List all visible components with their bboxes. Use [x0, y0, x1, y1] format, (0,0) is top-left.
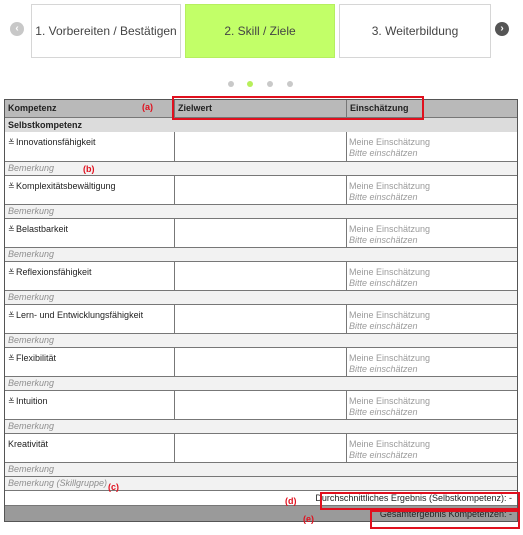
expand-chevron-icon[interactable]: ≚ [8, 268, 15, 277]
annotation-label-c: (c) [108, 482, 119, 492]
section-selbstkompetenz: Selbstkompetenz [5, 117, 517, 132]
assessment-hint: Bitte einschätzen [349, 321, 418, 331]
competence-row [5, 218, 517, 247]
expand-chevron-icon[interactable]: ≚ [8, 354, 15, 363]
expand-chevron-icon[interactable]: ≚ [8, 138, 15, 147]
competence-name-cell[interactable] [5, 176, 175, 204]
step-1-vorbereiten[interactable]: 1. Vorbereiten / Bestätigen [31, 4, 181, 58]
annotation-label-d: (d) [285, 496, 297, 506]
carousel-dot-1[interactable] [228, 81, 234, 87]
annotation-box-e [370, 510, 520, 529]
remark-field[interactable]: Bemerkung [5, 290, 517, 304]
competence-row [5, 175, 517, 204]
assessment-hint: Bitte einschätzen [349, 278, 418, 288]
header-zielwert: Zielwert [175, 100, 347, 117]
assessment-placeholder: Meine Einschätzung [349, 310, 431, 320]
assessment-hint: Bitte einschätzen [349, 192, 418, 202]
target-value-cell[interactable] [175, 219, 347, 247]
competence-name: Intuition [16, 396, 48, 406]
assessment-hint: Bitte einschätzen [349, 407, 418, 417]
self-assessment-cell[interactable] [347, 391, 517, 419]
carousel-dot-2[interactable] [247, 81, 253, 87]
remark-field[interactable]: Bemerkung [5, 462, 517, 476]
total-result: Gesamtergebnis Kompetenzen: - [379, 509, 512, 519]
assessment-placeholder: Meine Einschätzung [349, 137, 431, 147]
remark-field[interactable]: Bemerkung [5, 247, 517, 261]
annotation-box-a [172, 96, 424, 120]
average-result: Durchschnittliches Ergebnis (Selbstkompetenz): - [315, 493, 512, 503]
self-assessment-cell[interactable] [347, 176, 517, 204]
annotation-box-d [320, 492, 520, 510]
competence-name: Innovationsfähigkeit [16, 137, 96, 147]
self-assessment-cell[interactable] [347, 132, 517, 161]
target-value-cell[interactable] [175, 391, 347, 419]
header-einschaetzung: Einschätzung [350, 103, 409, 113]
competence-row [5, 132, 517, 161]
competence-name-cell[interactable] [5, 219, 175, 247]
self-assessment-cell[interactable] [347, 434, 517, 462]
remark-field[interactable]: Bemerkung [5, 204, 517, 218]
assessment-hint: Bitte einschätzen [349, 450, 418, 460]
competence-name-cell[interactable] [5, 132, 175, 161]
competence-row [5, 261, 517, 290]
assessment-hint: Bitte einschätzen [349, 364, 418, 374]
annotation-label-a: (a) [142, 102, 153, 112]
assessment-placeholder: Meine Einschätzung [349, 439, 431, 449]
assessment-placeholder: Meine Einschätzung [349, 396, 431, 406]
competence-name: Lern- und Entwicklungsfähigkeit [16, 310, 144, 320]
carousel-dot-3[interactable] [267, 81, 273, 87]
competence-row [5, 304, 517, 333]
competence-name-cell[interactable] [5, 305, 175, 333]
chevron-left-icon[interactable]: ‹ [10, 22, 24, 36]
competence-table [4, 99, 518, 522]
group-remark-field[interactable]: Bemerkung (Skillgruppe) [5, 476, 517, 490]
target-value-cell[interactable] [175, 305, 347, 333]
competence-name: Flexibilität [16, 353, 57, 363]
carousel-dots [0, 81, 523, 89]
assessment-placeholder: Meine Einschätzung [349, 267, 431, 277]
self-assessment-cell[interactable] [347, 348, 517, 376]
self-assessment-cell[interactable] [347, 305, 517, 333]
expand-chevron-icon[interactable]: ≚ [8, 182, 15, 191]
remark-field[interactable]: Bemerkung [5, 161, 517, 175]
competence-name-cell[interactable] [5, 391, 175, 419]
remark-field[interactable]: Bemerkung [5, 419, 517, 433]
competence-name: Belastbarkeit [16, 224, 69, 234]
competence-name: Reflexionsfähigkeit [16, 267, 92, 277]
assessment-hint: Bitte einschätzen [349, 235, 418, 245]
assessment-hint: Bitte einschätzen [349, 148, 418, 158]
remark-field[interactable]: Bemerkung [5, 376, 517, 390]
target-value-cell[interactable] [175, 348, 347, 376]
competence-row [5, 433, 517, 462]
annotation-label-e: (e) [303, 514, 314, 524]
expand-chevron-icon[interactable]: ≚ [8, 397, 15, 406]
assessment-placeholder: Meine Einschätzung [349, 181, 431, 191]
step-2-skill-ziele[interactable]: 2. Skill / Ziele [185, 4, 335, 58]
expand-chevron-icon[interactable]: ≚ [8, 225, 15, 234]
self-assessment-cell[interactable] [347, 219, 517, 247]
remark-field[interactable]: Bemerkung [5, 333, 517, 347]
competence-name-cell[interactable] [5, 348, 175, 376]
assessment-placeholder: Meine Einschätzung [349, 224, 431, 234]
target-value-cell[interactable] [175, 176, 347, 204]
chevron-right-icon[interactable]: › [495, 22, 509, 36]
target-value-cell[interactable] [175, 262, 347, 290]
competence-row [5, 390, 517, 419]
expand-chevron-icon[interactable]: ≚ [8, 311, 15, 320]
step-carousel [0, 0, 523, 90]
carousel-dot-4[interactable] [287, 81, 293, 87]
target-value-cell[interactable] [175, 132, 347, 161]
header-kompetenz: Kompetenz [5, 100, 175, 117]
annotation-label-b: (b) [83, 164, 95, 174]
assessment-placeholder: Meine Einschätzung [349, 353, 431, 363]
competence-name-cell [5, 434, 175, 462]
competence-name: Kreativität [8, 439, 49, 449]
target-value-cell[interactable] [175, 434, 347, 462]
competence-name-cell[interactable] [5, 262, 175, 290]
competence-name: Komplexitätsbewältigung [16, 181, 116, 191]
competence-row [5, 347, 517, 376]
self-assessment-cell[interactable] [347, 262, 517, 290]
step-3-weiterbildung[interactable]: 3. Weiterbildung [339, 4, 491, 58]
